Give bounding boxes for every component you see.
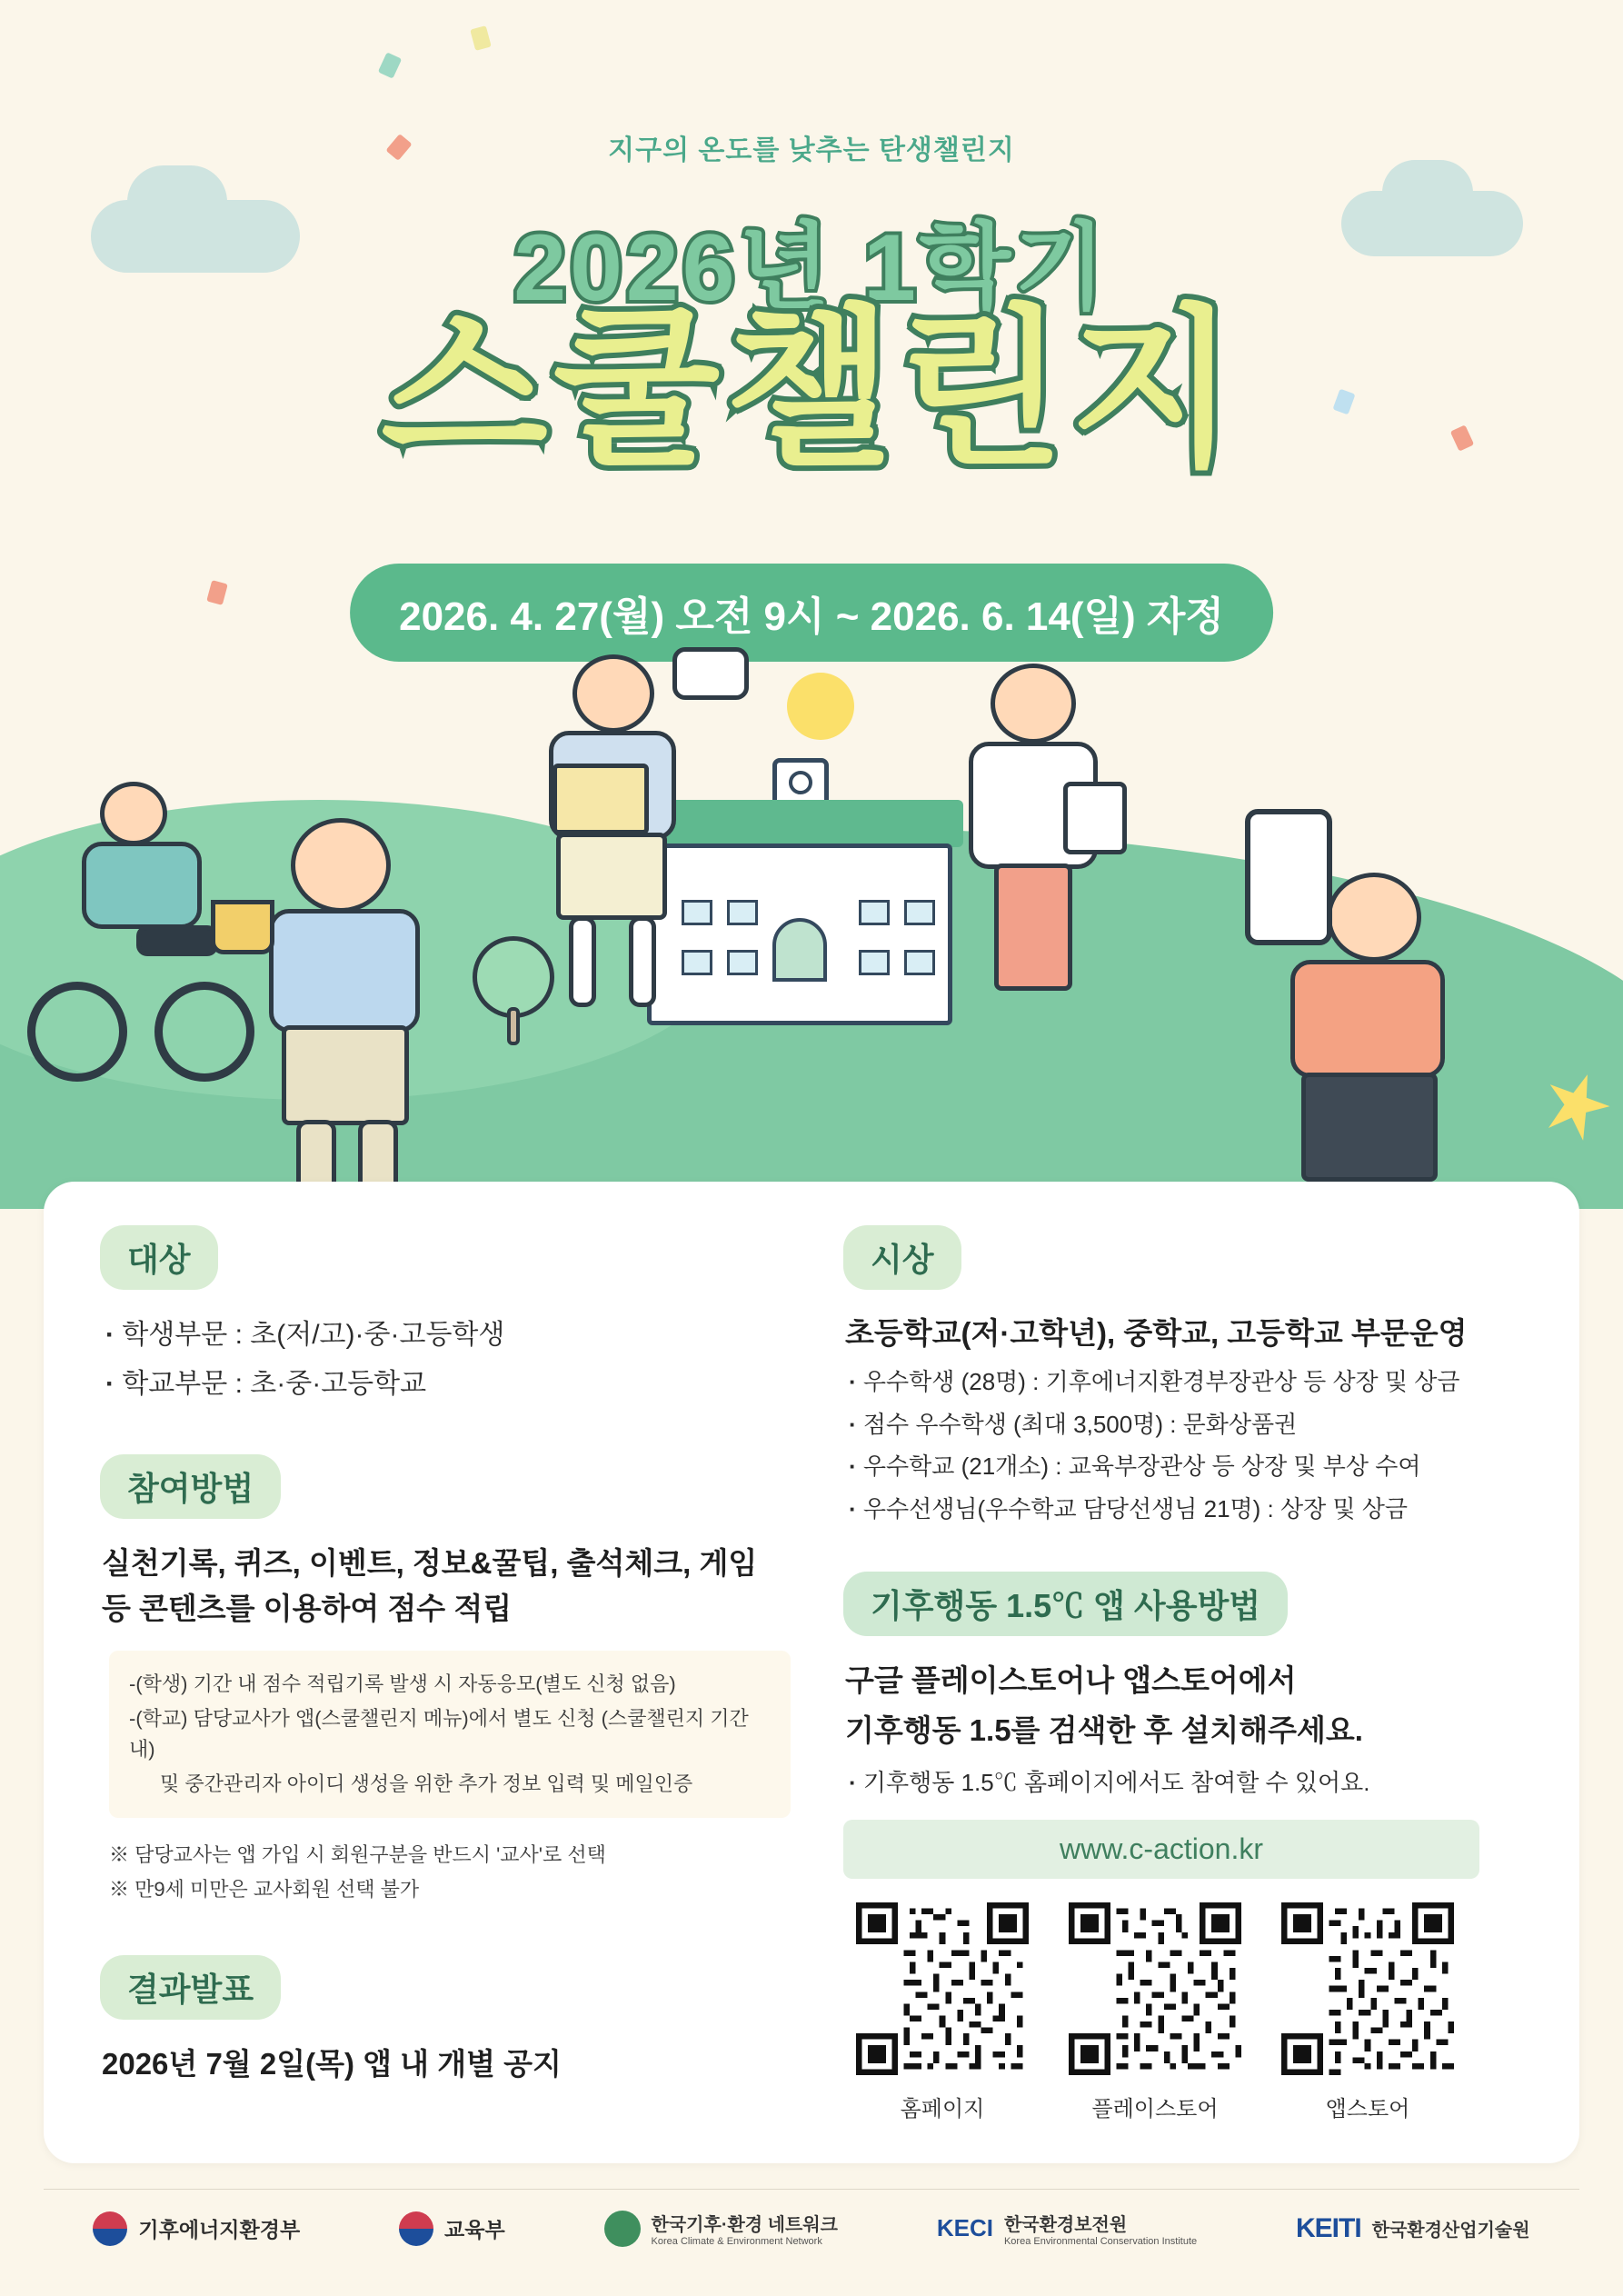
qr-caption: 플레이스토어 <box>1091 2097 1219 2122</box>
list-item: · 우수학교 (21개소) : 교육부장관상 등 상장 및 부상 수여 <box>849 1450 1534 1484</box>
sun-icon <box>787 673 854 740</box>
qr-code-appstore-icon[interactable] <box>1281 1902 1454 2075</box>
logo-label-en: Korea Environmental Conservation Institute <box>1003 2236 1198 2247</box>
list-item: · 우수선생님(우수학교 담당선생님 21명) : 상장 및 상금 <box>849 1492 1534 1527</box>
plant-pot-icon <box>211 900 274 954</box>
asterisk-line: ※ 담당교사는 앱 가입 시 회원구분을 반드시 '교사'로 선택 <box>109 1843 606 1867</box>
qr-caption: 앱스토어 <box>1325 2097 1410 2122</box>
logo-ministry-climate <box>93 2211 300 2246</box>
note-line: -(학생) 기간 내 점수 적립기록 발생 시 자동응모(별도 신청 없음) <box>129 1672 676 1695</box>
list-item: · 학생부문 : 초(저/고)·중·고등학생 <box>105 1315 791 1355</box>
confetti-icon <box>206 580 228 605</box>
footer-logos <box>44 2189 1579 2267</box>
qr-item-homepage[interactable] <box>856 1902 1029 2122</box>
school-building-illustration <box>636 800 963 1027</box>
section-heading-app: 기후행동 1.5℃ 앱 사용방법 <box>843 1572 1288 1636</box>
awards-subtitle: 초등학교(저·고학년), 중학교, 고등학교 부문운영 <box>845 1316 1468 1350</box>
hero-title-line2: 스쿨챌린지 <box>381 294 1242 486</box>
logo-keci <box>937 2210 1197 2247</box>
logo-keiti <box>1296 2213 1530 2244</box>
logo-label: 기후에너지환경부 <box>138 2218 301 2241</box>
government-emblem-icon <box>93 2211 127 2246</box>
event-date-range: 2026. 4. 27(월) 오전 9시 ~ 2026. 6. 14(일) 자정 <box>350 564 1273 662</box>
how-lead-text: 실천기록, 퀴즈, 이벤트, 정보&꿀팁, 출석체크, 게임 등 콘텐츠를 이용하여 점수 적립 <box>102 1546 758 1625</box>
app-bullet-list <box>849 1766 1534 1801</box>
note-line: -(학교) 담당교사가 앱(스쿨챌린지 메뉴)에서 별도 신청 (스쿨챌린지 기간 내) <box>129 1707 749 1762</box>
logo-label-en: Korea Climate & Environment Network <box>651 2236 822 2247</box>
logo-label: 교육부 <box>444 2218 505 2241</box>
list-item: · 우수학생 (28명) : 기후에너지환경부장관상 등 상장 및 상금 <box>849 1365 1534 1400</box>
qr-code-homepage-icon[interactable] <box>856 1902 1029 2075</box>
list-item: · 기후행동 1.5℃ 홈페이지에서도 참여할 수 있어요. <box>849 1766 1534 1801</box>
recycle-bag-icon <box>1063 782 1127 854</box>
hero-title-line1: 2026년 1학기 <box>513 215 1110 321</box>
kcen-emblem-icon <box>604 2211 641 2247</box>
qr-caption: 홈페이지 <box>900 2097 985 2122</box>
bicycle-wheel-icon <box>154 982 254 1082</box>
section-heading-how: 참여방법 <box>100 1454 281 1519</box>
qr-item-playstore[interactable] <box>1069 1902 1241 2122</box>
result-text: 2026년 7월 2일(목) 앱 내 개별 공지 <box>102 2047 562 2081</box>
confetti-icon <box>378 52 402 78</box>
speech-bubble-icon <box>672 647 749 700</box>
confetti-icon <box>470 25 492 51</box>
logo-kcen <box>604 2210 838 2247</box>
tree-icon <box>473 936 554 1018</box>
info-card <box>44 1182 1579 2163</box>
logo-label: 한국기후·환경 네트워크 <box>651 2215 838 2235</box>
logo-label: 한국환경보전원 <box>1003 2215 1128 2235</box>
how-asterisks <box>109 1838 791 1906</box>
right-column <box>843 1225 1534 2122</box>
qr-code-playstore-icon[interactable] <box>1069 1902 1241 2075</box>
list-item: · 점수 우수학생 (최대 3,500명) : 문화상품권 <box>849 1408 1534 1442</box>
qr-row <box>856 1902 1534 2122</box>
keiti-mark: KEITI <box>1295 2212 1361 2243</box>
phone-icon <box>1245 809 1332 945</box>
target-list <box>105 1315 791 1403</box>
how-notes <box>109 1651 791 1818</box>
qr-item-appstore[interactable] <box>1281 1902 1454 2122</box>
keci-mark: KECI <box>936 2214 993 2241</box>
government-emblem-icon <box>399 2211 433 2246</box>
section-heading-result: 결과발표 <box>100 1955 281 2020</box>
awards-list <box>849 1365 1534 1527</box>
left-column <box>100 1225 791 2087</box>
logo-label: 한국환경산업기술원 <box>1371 2221 1530 2241</box>
app-lead-line1: 구글 플레이스토어나 앱스토어에서 <box>845 1662 1297 1697</box>
hero-tagline: 지구의 온도를 낮추는 탄생챌린지 <box>608 135 1015 165</box>
logo-ministry-education <box>399 2211 505 2246</box>
bicycle-wheel-icon <box>27 982 127 1082</box>
list-item: · 학교부문 : 초·중·고등학교 <box>105 1364 791 1404</box>
homepage-url[interactable]: www.c-action.kr <box>843 1820 1479 1879</box>
app-lead-line2: 기후행동 1.5를 검색한 후 설치해주세요. <box>845 1713 1363 1748</box>
section-heading-target: 대상 <box>100 1225 218 1290</box>
note-line: 및 중간관리자 아이디 생성을 위한 추가 정보 입력 및 메일인증 <box>160 1772 693 1796</box>
asterisk-line: ※ 만9세 미만은 교사회원 선택 불가 <box>109 1877 420 1901</box>
section-heading-awards: 시상 <box>843 1225 961 1290</box>
